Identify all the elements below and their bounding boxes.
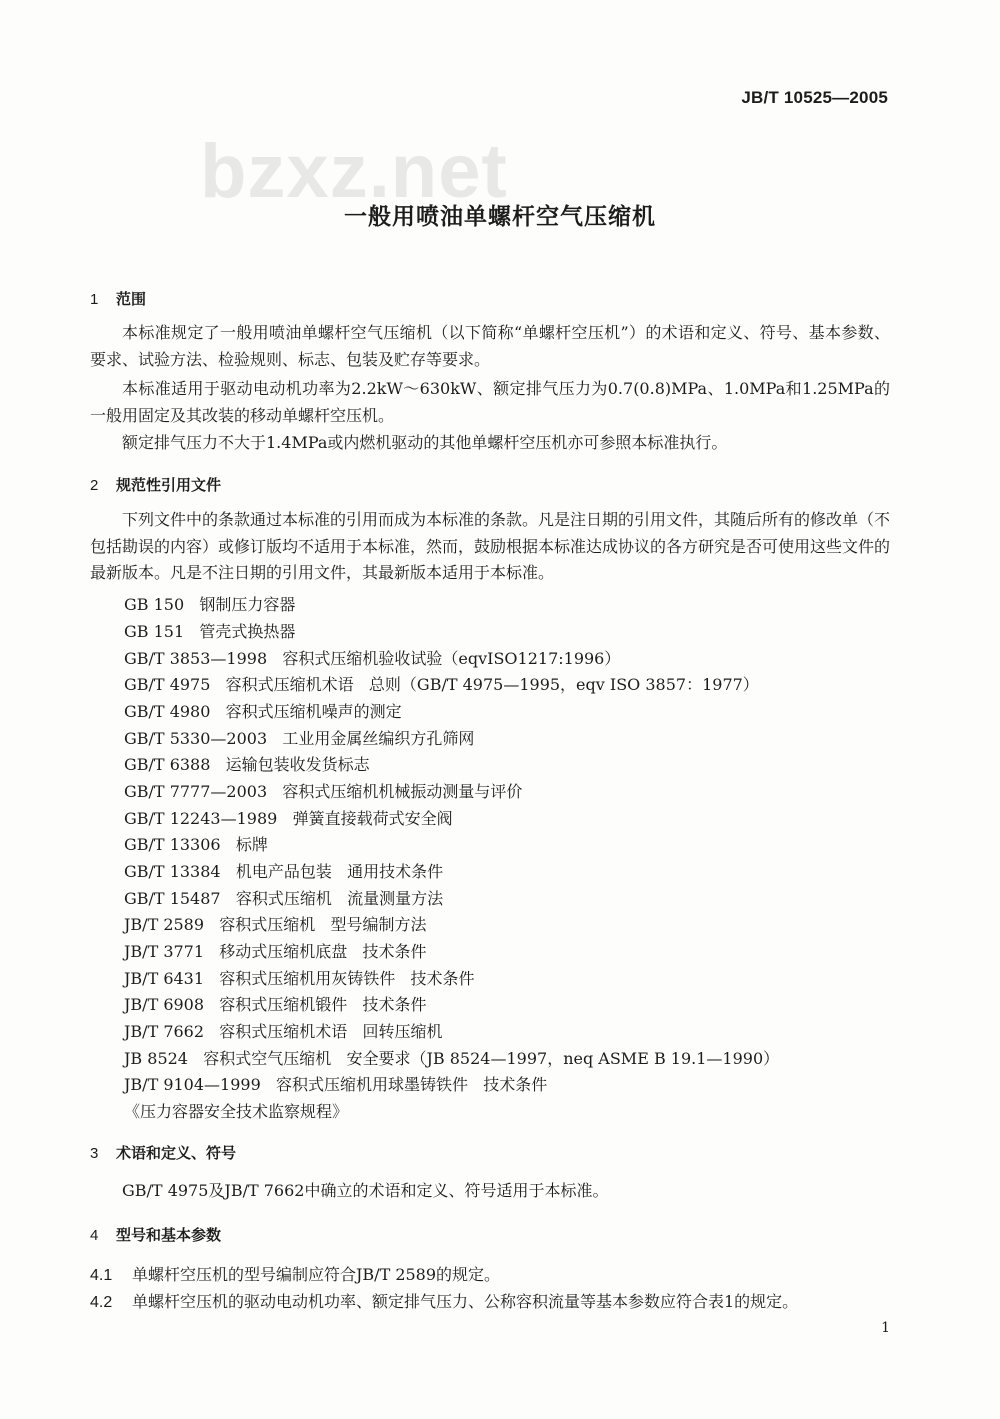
standard-code: JB/T 10525—2005 <box>741 88 888 107</box>
reference-item: GB/T 13384 机电产品包装 通用技术条件 <box>124 862 444 881</box>
scope-paragraph-3: 额定排气压力不大于1.4MPa或内燃机驱动的其他单螺杆空压机亦可参照本标准执行。 <box>122 433 728 452</box>
section-title: 型号和基本参数 <box>116 1226 222 1244</box>
clause-number: 4.1 <box>90 1267 113 1284</box>
scope-paragraph-1: 本标准规定了一般用喷油单螺杆空气压缩机（以下简称“单螺杆空压机”）的术语和定义、符号、基本参数、要求、试验方法、检验规则、标志、包装及贮存等要求。 <box>90 323 890 369</box>
reference-item: JB/T 6908 容积式压缩机锻件 技术条件 <box>124 995 427 1014</box>
section-heading-model-parameters <box>90 1224 221 1245</box>
section-number: 1 <box>90 291 99 308</box>
reference-item: GB/T 5330—2003 工业用金属丝编织方孔筛网 <box>124 729 475 748</box>
section-title: 术语和定义、符号 <box>116 1144 237 1162</box>
section-heading-normative-references <box>90 474 221 495</box>
references-intro-paragraph: 下列文件中的条款通过本标准的引用而成为本标准的条款。凡是注日期的引用文件，其随后所有的修改单（不包括勘误的内容）或修订版均不适用于本标准，然而，鼓励根据本标准达成协议的各方研究是否可使用这些文件的最新版本。凡是不注日期的引用文件，其最新版本适用于本标准。 <box>90 510 891 582</box>
section-number: 2 <box>90 477 99 494</box>
reference-item: GB/T 4975 容积式压缩机术语 总则（GB/T 4975—1995，eqv ISO 3857：1977） <box>124 675 759 694</box>
watermark: bzxz.net <box>200 129 508 214</box>
clause-text: 单螺杆空压机的型号编制应符合JB/T 2589的规定。 <box>132 1265 501 1284</box>
clause-text: 单螺杆空压机的驱动电动机功率、额定排气压力、公称容积流量等基本参数应符合表1的规定。 <box>132 1292 799 1311</box>
reference-item: JB/T 3771 移动式压缩机底盘 技术条件 <box>124 942 427 961</box>
page-title: 一般用喷油单螺杆空气压缩机 <box>344 204 656 230</box>
section-number: 3 <box>90 1145 99 1162</box>
reference-item: JB 8524 容积式空气压缩机 安全要求（JB 8524—1997，neq ASME B 19.1—1990） <box>124 1049 780 1068</box>
page-number: 1 <box>881 1320 890 1336</box>
reference-item: GB/T 13306 标牌 <box>124 835 268 854</box>
clause-number: 4.2 <box>90 1294 113 1311</box>
clause-4-1 <box>90 1262 500 1285</box>
reference-item: GB/T 4980 容积式压缩机噪声的测定 <box>124 702 402 721</box>
reference-item: GB/T 7777—2003 容积式压缩机机械振动测量与评价 <box>124 782 523 801</box>
terms-paragraph: GB/T 4975及JB/T 7662中确立的术语和定义、符号适用于本标准。 <box>122 1181 609 1200</box>
scope-paragraph-2: 本标准适用于驱动电动机功率为2.2kW～630kW、额定排气压力为0.7(0.8)MPa、1.0MPa和1.25MPa的一般用固定及其改装的移动单螺杆空压机。 <box>90 379 890 425</box>
reference-item: GB/T 3853—1998 容积式压缩机验收试验（eqvISO1217:1996） <box>124 649 621 668</box>
reference-item: GB/T 6388 运输包装收发货标志 <box>124 755 370 774</box>
reference-item: GB 150 钢制压力容器 <box>124 595 296 614</box>
reference-item: GB 151 管壳式换热器 <box>124 622 296 641</box>
section-heading-terms-definitions <box>90 1142 236 1163</box>
reference-item: GB/T 15487 容积式压缩机 流量测量方法 <box>124 889 444 908</box>
reference-item: GB/T 12243—1989 弹簧直接载荷式安全阀 <box>124 809 453 828</box>
reference-item: JB/T 6431 容积式压缩机用灰铸铁件 技术条件 <box>124 969 475 988</box>
section-title: 规范性引用文件 <box>116 476 222 494</box>
reference-item: 《压力容器安全技术监察规程》 <box>124 1102 349 1121</box>
section-heading-scope <box>90 288 146 309</box>
section-number: 4 <box>90 1227 99 1244</box>
section-title: 范围 <box>116 290 147 308</box>
clause-4-2 <box>90 1289 798 1312</box>
reference-item: JB/T 7662 容积式压缩机术语 回转压缩机 <box>124 1022 443 1041</box>
reference-item: JB/T 2589 容积式压缩机 型号编制方法 <box>124 915 427 934</box>
reference-item: JB/T 9104—1999 容积式压缩机用球墨铸铁件 技术条件 <box>124 1075 548 1094</box>
